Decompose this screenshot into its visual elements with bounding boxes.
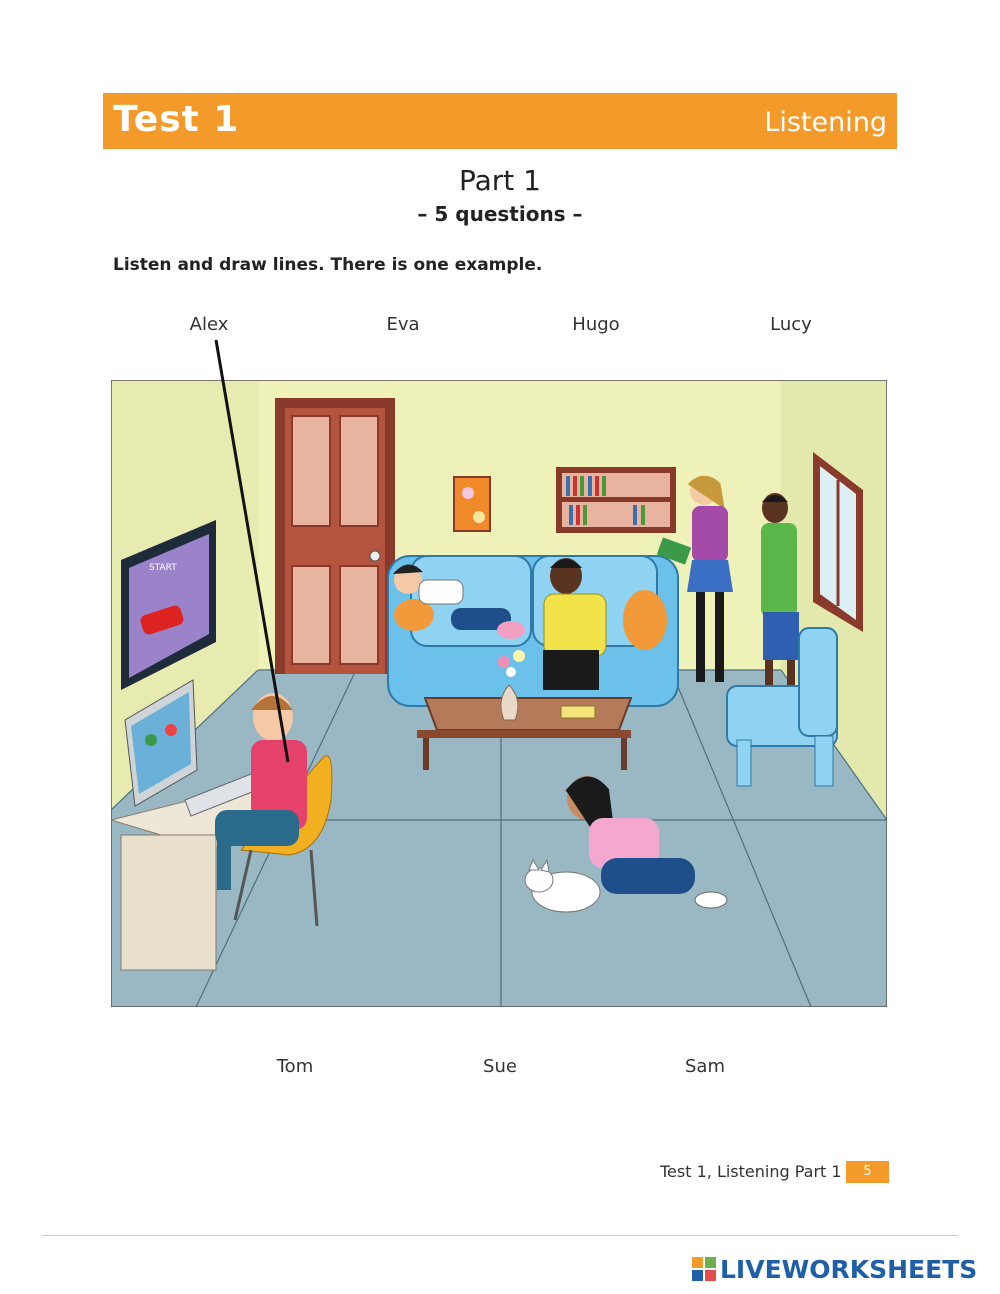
- name-hugo[interactable]: Hugo: [572, 314, 620, 335]
- door-icon: [275, 398, 395, 674]
- name-sue[interactable]: Sue: [483, 1056, 517, 1077]
- test-title: Test 1: [113, 99, 240, 140]
- part-subtitle: – 5 questions –: [417, 202, 583, 226]
- instruction-text: Listen and draw lines. There is one example.: [113, 255, 543, 275]
- picture-icon: [454, 477, 490, 531]
- footer-label: Test 1, Listening Part 1: [660, 1162, 842, 1181]
- name-alex[interactable]: Alex: [189, 314, 229, 335]
- tv-screen-text: START: [149, 563, 177, 573]
- header-banner: [103, 93, 897, 149]
- name-tom[interactable]: Tom: [276, 1056, 314, 1077]
- section-title: Listening: [764, 107, 887, 138]
- living-room-scene: [111, 380, 887, 1007]
- footer-divider: [42, 1235, 958, 1236]
- part-title: Part 1: [459, 164, 541, 197]
- name-eva[interactable]: Eva: [386, 314, 420, 335]
- brand-logo-icon: [692, 1257, 716, 1281]
- page-number: 5: [846, 1161, 889, 1183]
- brand[interactable]: [692, 1252, 977, 1286]
- name-sam[interactable]: Sam: [685, 1056, 725, 1077]
- sofa-icon: [388, 556, 678, 706]
- brand-name: LIVEWORKSHEETS: [720, 1254, 978, 1284]
- name-lucy[interactable]: Lucy: [770, 314, 812, 335]
- bookshelf-icon: [556, 467, 676, 533]
